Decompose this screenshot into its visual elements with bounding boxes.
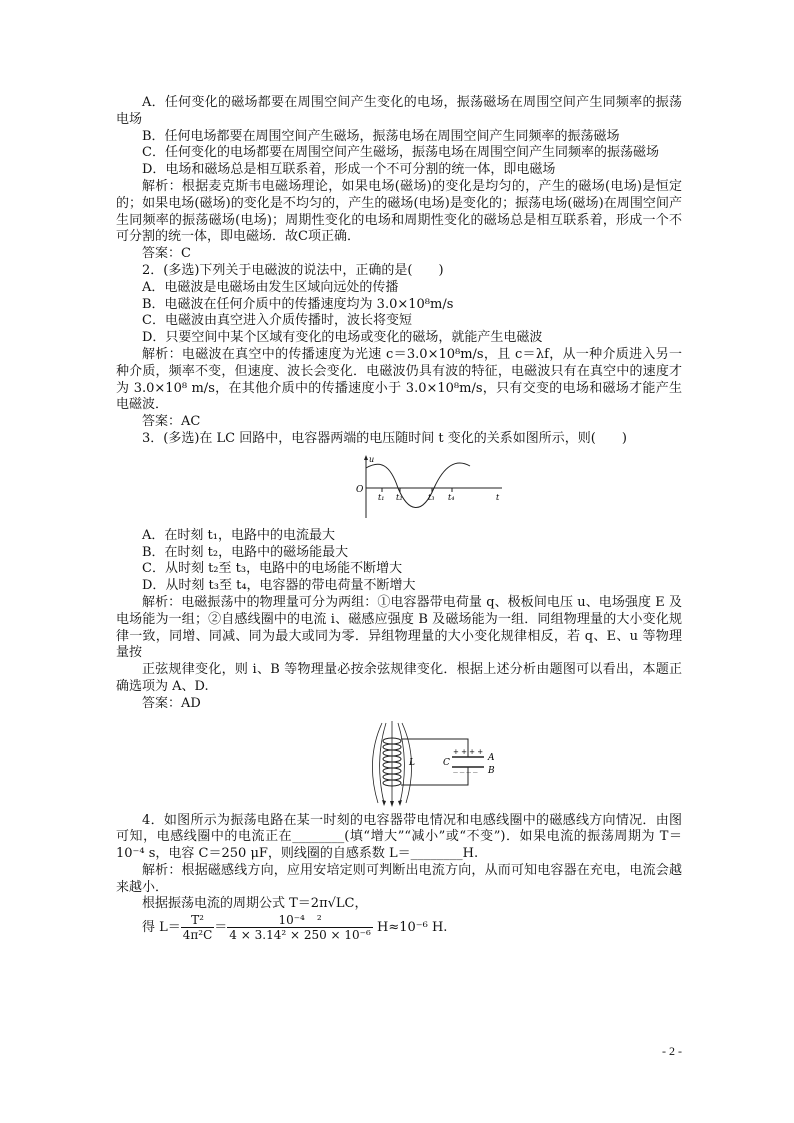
t3-label: t₃ bbox=[428, 492, 435, 502]
field-arrow-right bbox=[398, 800, 402, 806]
t1-label: t₁ bbox=[378, 492, 385, 502]
q2-option-d: D．只要空间中某个区域有变化的电场或变化的磁场，就能产生电磁波 bbox=[142, 330, 543, 346]
q3-option-c: C．从时刻 t₂至 t₃，电路中的电场能不断增大 bbox=[142, 561, 403, 577]
plate-b-label: B bbox=[488, 765, 495, 776]
field-line-left-outer bbox=[372, 723, 382, 803]
fraction2-numerator: 10⁻⁴ ² bbox=[227, 913, 373, 928]
q4-stem: 4．如图所示为振荡电路在某一时刻的电容器带电情况和电感线圈中的磁感线方向情况．由图可知，电感线圈中的电流正在________(填“增大”“减小”或“不变”)．如果电流的振荡周期为 T＝10⁻⁴ s，电容 C＝250 μF，则线圈的自感系数 L＝________H. bbox=[116, 812, 682, 862]
formula-equals: ＝ bbox=[214, 920, 228, 936]
q1-option-c: C．任何变化的电场都要在周围空间产生磁场，振荡电场在周围空间产生同频率的振荡磁场 bbox=[142, 145, 659, 161]
q3-option-a: A．在时刻 t₁，电路中的电流最大 bbox=[142, 527, 335, 543]
plate-a-label: A bbox=[488, 752, 495, 763]
capacitor-label: C bbox=[443, 757, 450, 768]
q3-option-b: B．在时刻 t₂，电路中的磁场能最大 bbox=[142, 544, 349, 560]
formula-result: H≈10⁻⁶ H. bbox=[376, 920, 448, 936]
fraction1-denominator: 4π²C bbox=[182, 928, 213, 943]
u-axis-label: u bbox=[369, 454, 375, 464]
t2-label: t₂ bbox=[396, 492, 403, 502]
coil-label: L bbox=[409, 757, 415, 768]
voltage-time-graph bbox=[346, 454, 506, 522]
q4-analysis: 解析：根据磁感线方向，应用安培定则可判断出电流方向，从而可知电容器在充电，电流会越来越小． bbox=[116, 862, 682, 895]
q2-stem: 2．(多选)下列关于电磁波的说法中，正确的是( ) bbox=[142, 262, 444, 278]
plus-charges: + + + + bbox=[453, 747, 484, 756]
q2-option-a: A．电磁波是电磁场由发生区域向远处的传播 bbox=[142, 279, 399, 295]
q1-answer: 答案：C bbox=[142, 246, 191, 262]
page-number: - 2 - bbox=[662, 1044, 682, 1058]
voltage-graph-svg bbox=[346, 454, 506, 522]
field-arrow-center bbox=[390, 801, 394, 807]
minus-charges: — — — — bbox=[453, 769, 478, 776]
fraction-t-squared bbox=[181, 913, 215, 942]
q2-option-b: B．电磁波在任何介质中的传播速度均为 3.0×10⁸m/s bbox=[142, 296, 454, 312]
lc-circuit-svg bbox=[364, 719, 509, 807]
q1-option-a: A．任何变化的磁场都要在周围空间产生变化的电场，振荡磁场在周围空间产生同频率的振荡电场 bbox=[116, 95, 682, 127]
q4-period-formula: 根据振荡电流的周期公式 T＝2π√LC， bbox=[142, 896, 368, 912]
q4-inductance-formula bbox=[116, 913, 682, 947]
origin-label: O bbox=[356, 484, 364, 495]
q3-answer: 答案：AD bbox=[142, 695, 201, 711]
formula-lhs: 得 L＝ bbox=[142, 920, 181, 936]
q2-analysis: 解析：电磁波在真空中的传播速度为光速 c＝3.0×10⁸m/s，且 c＝λf，从一种介质进入另一种介质，频率不变，但速度、波长会变化．电磁波仍具有波的特征，电磁波只有在真空中的速度才为 3.0×10⁸ m/s，在其他介质中的传播速度小于 3.0×10⁸m/s，只有交变的电场和磁场才能产生电磁波． bbox=[116, 346, 682, 413]
q1-analysis: 解析：根据麦克斯韦电磁场理论，如果电场(磁场)的变化是均匀的，产生的磁场(电场)是恒定的；如果电场(磁场)的变化是不均匀的，产生的磁场(电场)是变化的；振荡电场(磁场)在周围空间产生同频率的振荡磁场(电场)；周期性变化的电场和周期性变化的磁场总是相互联系着，形成一个不可分割的统一体，即电磁场．故C项正确． bbox=[116, 178, 682, 245]
field-arrow-left bbox=[382, 800, 386, 806]
t-axis-label: t bbox=[496, 492, 500, 502]
fraction-numeric bbox=[227, 913, 373, 942]
fraction2-denominator: 4 × 3.14² × 250 × 10⁻⁶ bbox=[229, 928, 371, 943]
q3-stem: 3．(多选)在 LC 回路中，电容器两端的电压随时间 t 变化的关系如图所示，则( ) bbox=[142, 430, 627, 446]
q1-option-d: D．电场和磁场总是相互联系着，形成一个不可分割的统一体，即电磁场 bbox=[142, 162, 556, 178]
q2-option-c: C．电磁波由真空进入介质传播时，波长将变短 bbox=[142, 313, 412, 329]
document-body bbox=[116, 95, 682, 947]
t4-label: t₄ bbox=[448, 492, 455, 502]
fraction1-numerator: T² bbox=[181, 913, 215, 928]
q3-option-d: D．从时刻 t₃至 t₄，电容器的带电荷量不断增大 bbox=[142, 578, 416, 594]
q1-option-b: B．任何电场都要在周围空间产生磁场，振荡电场在周围空间产生同频率的振荡磁场 bbox=[142, 128, 620, 144]
q3-analysis-continued: 正弦规律变化，则 i、B 等物理量必按余弦规律变化．根据上述分析由题图可以看出，本题正确选项为 A、D. bbox=[116, 662, 682, 694]
q3-analysis: 解析：电磁振荡中的物理量可分为两组：①电容器带电荷量 q、极板间电压 u、电场强度 E 及电场能为一组；②自感线圈中的电流 i、磁感应强度 B 及磁场能为一组．同组物理量的大小变化规律一致，同增、同减、同为最大或同为零．异组物理量的大小变化规律相反，若 q、E、u 等物理量按 bbox=[116, 594, 682, 661]
lc-circuit-figure bbox=[364, 719, 509, 807]
q2-answer: 答案：AC bbox=[142, 414, 201, 430]
u-axis-arrow bbox=[364, 455, 368, 460]
